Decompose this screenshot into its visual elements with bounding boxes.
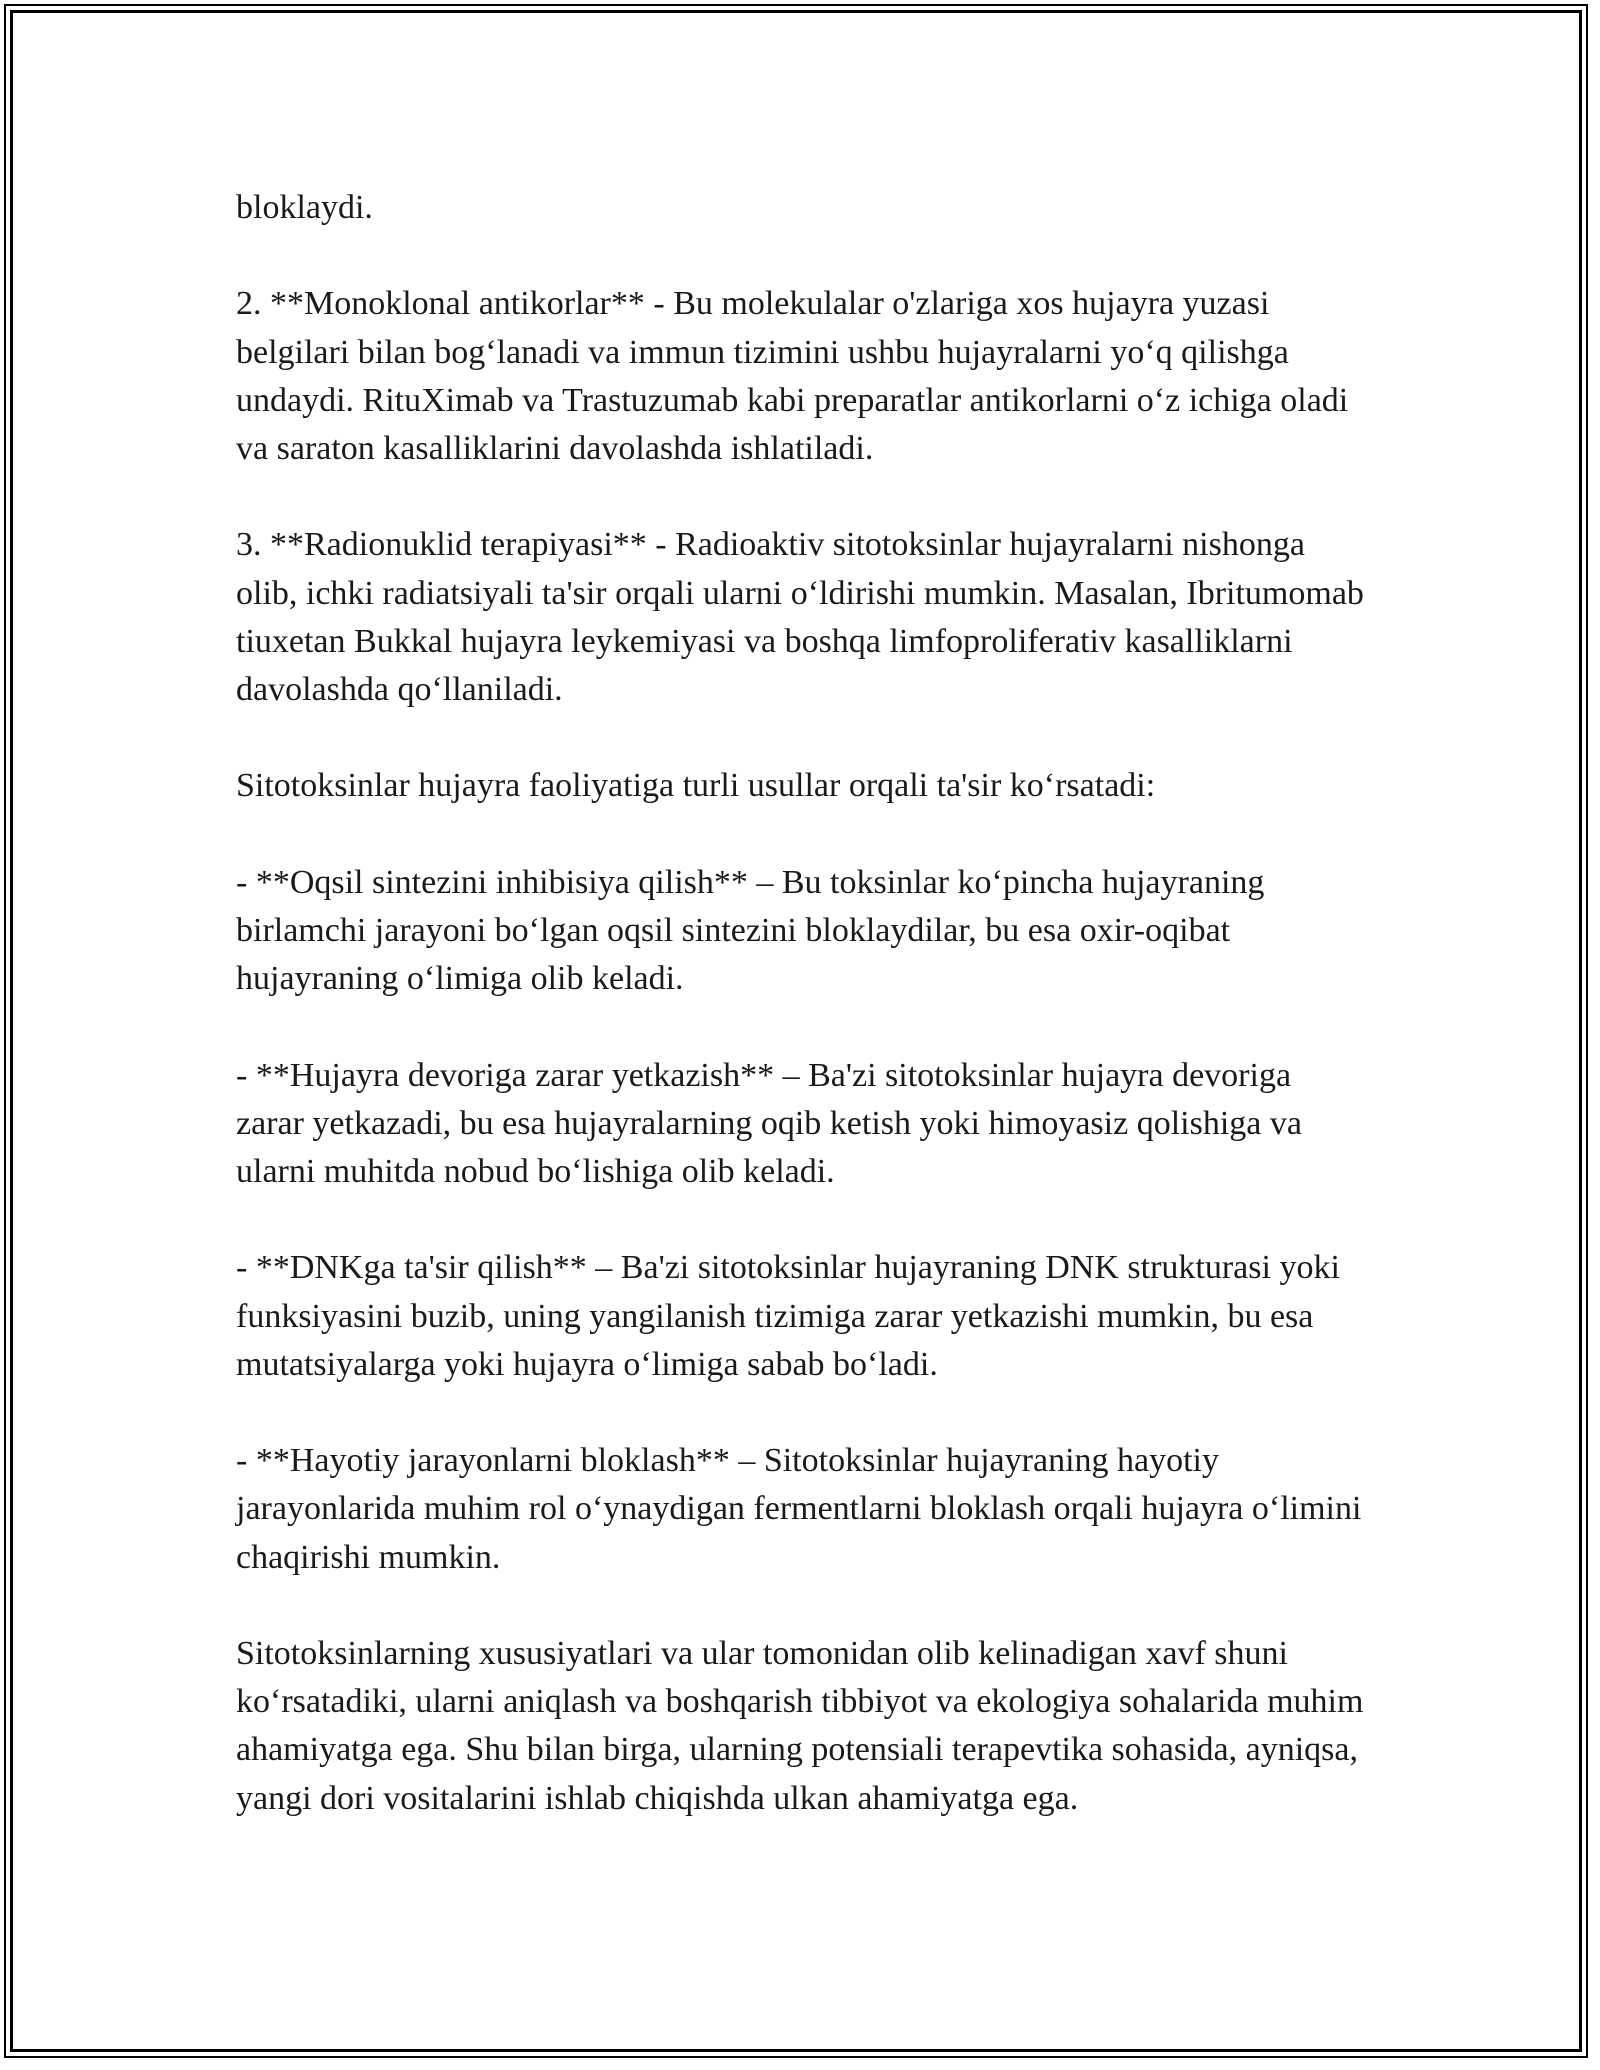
paragraph-monoclonal-antibodies: 2. **Monoklonal antikorlar** - Bu molekulalar o'zlariga xos hujayra yuzasi belgilari bilan bog‘lanadi va immun tizimini ushbu hujayralarni yo‘q qilishga undaydi. RituXimab va Trastuzumab kabi preparatlar antikorlarni o‘z ichiga oladi va saraton kasalliklarini davolashda ishlatiladi.: [236, 285, 1349, 467]
paragraph-protein-synthesis: - **Oqsil sintezini inhibisiya qilish** – Bu toksinlar ko‘pincha hujayraning birlamchi jarayoni bo‘lgan oqsil sintezini bloklaydilar, bu esa oxir-oqibat hujayraning o‘limiga olib keladi.: [236, 863, 1265, 998]
paragraph-mechanisms-intro: Sitotoksinlar hujayra faoliyatiga turli usullar orqali ta'sir ko‘rsatadi:: [236, 767, 1156, 805]
paragraph-continuation: bloklaydi.: [236, 189, 373, 226]
paragraph-conclusion: Sitotoksinlarning xususiyatlari va ular tomonidan olib kelinadigan xavf shuni ko‘rsatadiki, ularni aniqlash va boshqarish tibbiyot va ekologiya sohalarida muhim ahamiyatga ega. Shu bilan birga, ularning potensiali terapevtika sohasida, ayniqsa, yangi dori vositalarini ishlab chiqishda ulkan ahamiyatga ega.: [236, 1634, 1364, 1817]
paragraph-dna-effect: - **DNKga ta'sir qilish** – Ba'zi sitotoksinlar hujayraning DNK strukturasi yoki funksiyasini buzib, uning yangilanish tizimiga zarar yetkazishi mumkin, bu esa mutatsiyalarga yoki hujayra o‘limiga sabab bo‘ladi.: [236, 1249, 1340, 1383]
paragraph-vital-processes: - **Hayotiy jarayonlarni bloklash** – Sitotoksinlar hujayraning hayotiy jarayonlarida muhim rol o‘ynaydigan fermentlarni bloklash orqali hujayra o‘limini chaqirishi mumkin.: [236, 1442, 1362, 1576]
paragraph-cell-wall-damage: - **Hujayra devoriga zarar yetkazish** – Ba'zi sitotoksinlar hujayra devoriga zarar yetkazadi, bu esa hujayralarning oqib ketish yoki himoyasiz qolishiga va ularni muhitda nobud bo‘lishiga olib keladi.: [236, 1056, 1302, 1190]
paragraph-radionuclide-therapy: 3. **Radionuklid terapiyasi** - Radioaktiv sitotoksinlar hujayralarni nishonga olib, ichki radiatsiyali ta'sir orqali ularni o‘ldirishi mumkin. Masalan, Ibritumomab tiuxetan Bukkal hujayra leykemiyasi va boshqa limfoproliferativ kasalliklarni davolashda qo‘llaniladi.: [236, 526, 1364, 708]
document-body: [236, 184, 1366, 1871]
